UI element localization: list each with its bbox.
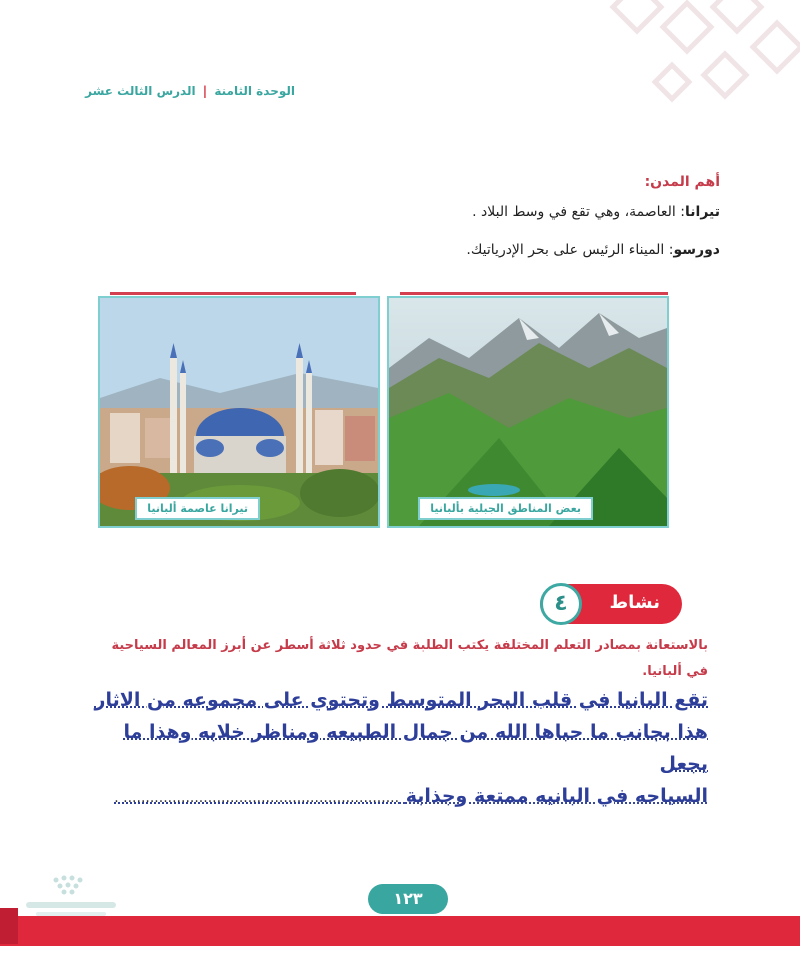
- tirana-mosque-image: [100, 298, 378, 526]
- section-title: أهم المدن:: [644, 174, 720, 190]
- activity-prompt: بالاستعانة بمصادر التعلم المختلفة يكتب الطلبة في حدود ثلاثة أسطر عن أبرز المعالم السياحية في ألبانيا.: [111, 638, 708, 679]
- city-description: : العاصمة، وهي تقع في وسط البلاد .: [472, 204, 685, 220]
- answer-line: هذا بجانب ما حباها الله من جمال الطبيعه ومناظر خلابه وهذا ما يجعل: [123, 721, 708, 775]
- city-line-tirana: [472, 204, 720, 220]
- photo-mountains: [387, 296, 669, 528]
- page-number: ١٢٣: [368, 884, 448, 914]
- handwritten-answer: [88, 684, 708, 814]
- answer-line-last: [88, 780, 708, 814]
- city-description: : الميناء الرئيس على بحر الإدرياتيك.: [466, 242, 674, 258]
- photo-caption-mountains: بعض المناطق الجبلية بألبانيا: [418, 497, 593, 520]
- footer-bar: [0, 916, 800, 946]
- mountains-image: [389, 298, 667, 526]
- ministry-logo: [16, 872, 126, 922]
- header-unit: الوحدة الثامنة: [214, 84, 295, 98]
- activity-badge: [540, 584, 682, 624]
- photo-accent-line: [400, 292, 668, 295]
- answer-line: تقع البانيا في قلب البحر المتوسط وتحتوي على مجموعه من الاثار: [94, 689, 708, 711]
- photo-caption-tirana: تيرانا عاصمة ألبانيا: [135, 497, 260, 520]
- header-lesson: الدرس الثالث عشر: [85, 84, 196, 98]
- city-name: تيرانا: [685, 204, 720, 220]
- photo-accent-line: [110, 292, 356, 295]
- footer-tab: [0, 908, 18, 944]
- decorative-pattern: [600, 0, 800, 120]
- activity-label: نشاط: [609, 592, 660, 613]
- answer-dotted-blank: .............................................................. .: [114, 790, 400, 806]
- header-separator: |: [202, 84, 208, 98]
- city-name: دورسو: [673, 242, 720, 258]
- answer-line: السياحه في البانيه ممتعة وجذابة: [405, 785, 708, 807]
- photo-tirana: [98, 296, 380, 528]
- city-line-durres: [466, 242, 720, 258]
- activity-number: ٤: [540, 583, 582, 625]
- page-header: [85, 84, 295, 98]
